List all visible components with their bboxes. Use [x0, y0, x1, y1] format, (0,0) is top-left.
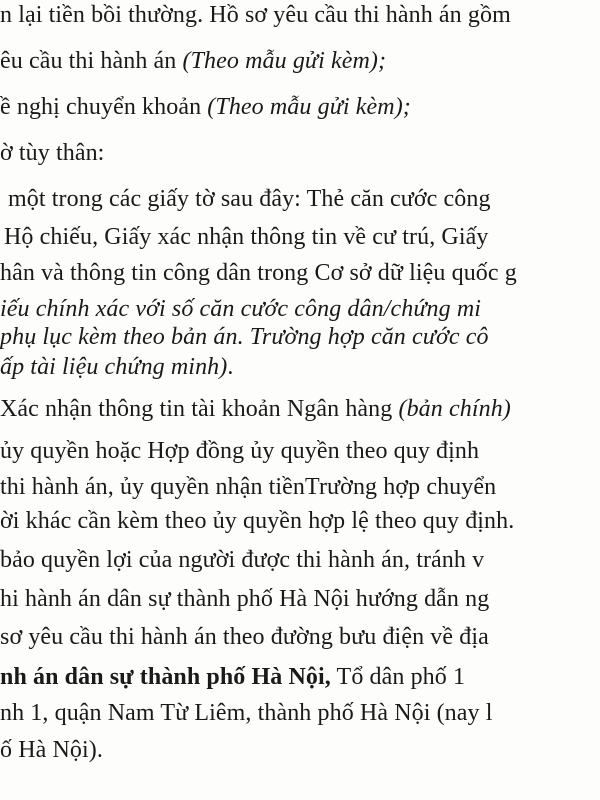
text-segment: thi hành án, ủy quyền nhận tiềnTrường hợp chuyển [0, 474, 497, 500]
text-line-13 [0, 472, 496, 502]
text-segment: Hộ chiếu, Giấy xác nhận thông tin về cư trú, Giấy [4, 224, 489, 250]
text-line-15 [0, 545, 484, 575]
text-segment: . [227, 354, 234, 380]
text-line-9 [0, 322, 489, 352]
text-segment: ấp tài liệu chứng minh) [0, 354, 228, 380]
text-segment: ờ tùy thân: [0, 140, 105, 166]
text-segment: nh 1, quận Nam Từ Liêm, thành phố Hà Nội (nay l [0, 700, 493, 726]
text-line-17 [0, 622, 489, 652]
text-line-14 [0, 506, 514, 536]
text-line-6 [4, 222, 488, 252]
text-segment: ời khác cần kèm theo ủy quyền hợp lệ theo quy định. [0, 508, 515, 534]
text-segment: nh án dân sự thành phố Hà Nội, [0, 664, 331, 690]
text-segment: phụ lục kèm theo bản án. Trường hợp căn cước cô [0, 324, 489, 350]
text-line-12 [0, 436, 479, 466]
text-segment: hân và thông tin công dân trong Cơ sở dữ liệu quốc g [0, 260, 517, 286]
text-line-8 [0, 294, 481, 324]
text-line-18 [0, 662, 465, 692]
text-line-4 [0, 138, 104, 168]
text-segment: hi hành án dân sự thành phố Hà Nội hướng dẫn ng [0, 586, 490, 612]
text-line-5 [8, 184, 491, 214]
text-segment: (Theo mẫu gửi kèm); [182, 48, 387, 74]
text-segment: n lại tiền bồi thường. Hồ sơ yêu cầu thi hành án gồm [0, 2, 511, 28]
text-segment: (Theo mẫu gửi kèm); [207, 94, 411, 120]
text-line-2 [0, 46, 386, 76]
text-segment: Tổ dân phố 1 [330, 664, 466, 690]
text-line-1 [0, 0, 511, 30]
text-line-19 [0, 698, 493, 728]
text-segment: ề nghị chuyển khoản [0, 94, 208, 120]
text-line-11 [0, 394, 511, 424]
text-segment: Xác nhận thông tin tài khoản Ngân hàng [0, 396, 399, 422]
text-line-3 [0, 92, 411, 122]
text-segment: sơ yêu cầu thi hành án theo đường bưu điện về địa [0, 624, 489, 650]
text-line-7 [0, 258, 517, 288]
text-segment: bảo quyền lợi của người được thi hành án, tránh v [0, 547, 485, 573]
text-line-20 [0, 735, 103, 765]
text-segment: ủy quyền hoặc Hợp đồng ủy quyền theo quy định [0, 438, 480, 464]
text-segment: iếu chính xác với số căn cước công dân/chứng mi [0, 296, 482, 322]
text-line-16 [0, 584, 489, 614]
text-segment: (bản chính) [398, 396, 511, 422]
text-segment: một trong các giấy tờ sau đây: Thẻ căn cước công [8, 186, 491, 212]
text-segment: êu cầu thi hành án [0, 48, 183, 74]
text-segment: ố Hà Nội). [0, 737, 103, 763]
text-line-10 [0, 352, 233, 382]
